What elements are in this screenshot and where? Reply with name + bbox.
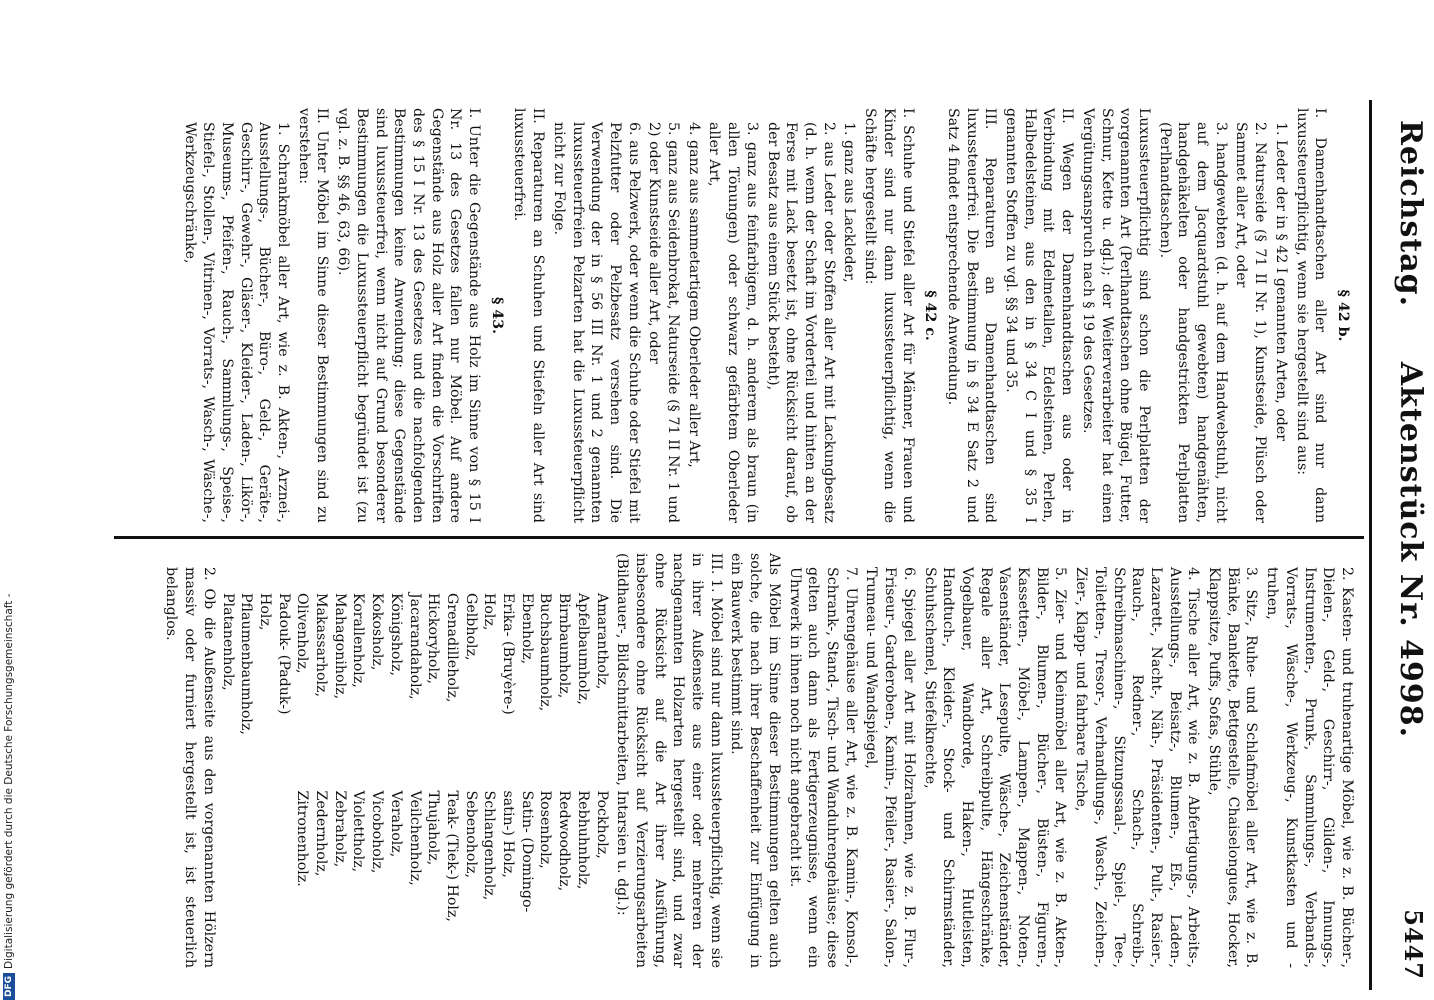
column-divider	[114, 536, 1364, 539]
wood-name: Violettholz,	[350, 790, 367, 873]
header-rule	[1369, 100, 1372, 990]
wood-name: Sebenoholz,	[462, 790, 479, 878]
wood-name: Mahagoniholz,	[331, 593, 348, 700]
header-title: Aktenstück Nr. 4998.	[1393, 361, 1428, 739]
paragraph: Als Möbel im Sinne dieser Bestimmungen gelten auch solche, die nach ihrer Beschaffenheit zur Einfügung in ein Bauwerk bestimmt sind.	[728, 553, 782, 968]
wood-name: Teak- (Tiek-) Holz,	[443, 790, 460, 922]
wood-name: Padouk- (Paduk-)	[275, 593, 292, 715]
wood-name: Rebhuhnholz,	[574, 790, 591, 890]
list-item: 3. Sitz-, Ruhe- und Schlafmöbel aller Art, wie z. B. Bänke, Bankette, Bettgestelle, Chaiselongues, Hocker, Klappsitze, Puffs, Sofas, Stühle,	[1206, 567, 1260, 968]
paragraph: II. Unter Möbel im Sinne dieser Bestimmungen sind zu verstehen:	[295, 108, 331, 523]
list-item: 2. Naturseide (§ 71 II Nr. 1), Kunstseide, Plüsch oder Sammet aller Art, oder	[1233, 122, 1269, 523]
right-column	[160, 553, 1356, 968]
list-item: 6. aus Pelzwerk, oder wenn die Schuhe oder Stiefel mit Pelzfutter oder Pelzbesatz versehen sind. Die Verwendung der in § 56 III Nr. 1 und 2 genannten luxussteuerfreien Pelzarten hat die Luxussteuerpflicht nicht zur Folge.	[550, 122, 642, 523]
section-heading: § 42 c.	[922, 290, 939, 341]
wood-name: Holz,	[481, 593, 498, 631]
wood-name: Buchsbaumholz,	[537, 593, 554, 712]
wood-list	[218, 553, 611, 968]
wood-name: Zedernholz,	[313, 790, 330, 877]
wood-name: Veraholz,	[387, 790, 404, 858]
paragraph: III. 1. Möbel sind nur dann luxussteuerpflichtig, wenn sie in ihrer Außenseite aus einer oder mehreren der nachgenannten Holzarten hergestellt sind, und zwar ohne Rücksicht auf die Art ihrer Ausführung, insbesondere ohne Rücksicht auf Verzierungsarbeiten (Bildhauer-, Bildschnittarbeiten, Intarsien u. dgl.):	[614, 553, 724, 968]
paragraph: II. Reparaturen an Schuhen und Stiefeln aller Art sind luxussteuerfrei.	[511, 108, 547, 523]
wood-name: Gelbholz,	[462, 593, 479, 661]
wood-name: Zebraholz,	[331, 790, 348, 868]
paragraph: III. Reparaturen an Damenhandtaschen sind luxussteuerfrei. Die Bestimmung in § 34 E Satz 2 und Satz 4 findet entsprechende Anwendung.	[944, 108, 999, 523]
wood-name: Satin- (Domingo-	[518, 790, 535, 913]
list-item: 1. Leder der in § 42 I genannten Arten, oder	[1272, 122, 1289, 442]
wood-list-column	[218, 593, 611, 771]
list-item: 4. Tische aller Art, wie z. B. Abfertigungs-, Arbeits-, Ausstellungs-, Beisatz-, Blumen-, Eß-, Laden-, Lazarett-, Nacht-, Näh-, Präsidenten-, Pult-, Rasier-, Rauch-, Redner-, Schach-, Schreib-, Schreibmaschinen-, Sitzungssaal-, Spiel-, Tee-, Toiletten-, Tresor-, Verhandlungs-, Wasch-, Zeichen-, Zier-, Klapp- und fahrbare Tische,	[1073, 567, 1202, 968]
wood-name: Ebenholz,	[518, 593, 535, 665]
wood-name: Birnbaumholz,	[556, 593, 573, 699]
footer-text: Digitalisierung gefördert durch die Deutsche Forschungsgemeinschaft -	[3, 593, 15, 969]
wood-name: Platanenholz,	[219, 593, 236, 691]
section-heading: § 43.	[488, 296, 505, 335]
paragraph: Luxussteuerpflichtig sind schon die Perlplatten der vorgenannten Art (Perlhandtaschen ohne Bügel, Futter, Schnur, Kette u. dgl.); der Weiterverarbeiter hat einen Vergütungsanspruch nach § 19 des Gesetzes.	[1079, 108, 1152, 523]
wood-name: Erika- (Bruyère-)	[500, 593, 517, 715]
wood-name: Olivenholz,	[294, 593, 311, 674]
dfg-logo: DFG	[3, 973, 15, 1000]
list-item: 7. Uhrengehäuse aller Art, wie z. B. Kamin-, Konsol-, Schrank-, Stand-, Tisch- und Wanduhrengehäuse; diese gelten auch dann als Fertigerzeugnisse, wenn ein Uhrwerk in ihnen noch nicht angebracht ist.	[786, 567, 859, 968]
list-item: 2. Ob die Außenseite aus den vorgenannten Hölzern massiv oder furniert hergestellt ist, ist steuerlich belanglos.	[163, 567, 217, 968]
wood-name: Hickoryholz,	[425, 593, 442, 684]
wood-name: Amarantholz,	[593, 593, 610, 690]
list-item: 2. aus Leder oder Stoffen aller Art mit Lackungbesatz (d. h. wenn der Schaft im Vorderteil und hinten an der Ferse mit Lack besetzt ist, ohne Rücksicht darauf, ob der Besatz aus einem Stück besteht),	[764, 122, 837, 523]
wood-name: Apfelbaumholz,	[574, 593, 591, 705]
list-item: 6. Spiegel aller Art mit Holzrahmen, wie z. B. Flur-, Friseur-, Garderoben-, Kamin-, Pfeiler-, Rasier-, Salon-, Trumeau- und Wandspiegel,	[863, 567, 917, 968]
wood-name: Pflaumenbaumholz,	[238, 593, 255, 735]
wood-name: Redwoodholz,	[556, 790, 573, 892]
paragraph: I. Schuhe und Stiefel aller Art für Männer, Frauen und Kinder sind nur dann luxussteuerpflichtig, wenn die Schäfte hergestellt sind:	[862, 108, 916, 523]
paragraph: II. Wegen der Damenhandtaschen aus oder in Verbindung mit Edelmetallen, Edelsteinen, Perlen, Halbedelsteinen, aus den in § 34 C I und § 35 I genannten Stoffen zu vgl. §§ 34 und 35.	[1003, 108, 1076, 523]
wood-name: Pockholz,	[593, 790, 610, 859]
left-column	[178, 108, 1356, 523]
list-item: 3. ganz aus feinfarbigem, d. h. anderem als braun (in allen Tönungen) oder schwarz gefärbtem Oberleder aller Art,	[706, 122, 760, 523]
wood-name: Kokosholz,	[369, 593, 386, 671]
wood-list-column	[218, 791, 611, 969]
list-item: 5. ganz aus Seidenbrokat, Naturseide (§ 71 II Nr. 1 und 2) oder Kunstseide aller Art, oder	[646, 122, 682, 523]
footer-credit	[0, 0, 18, 1000]
wood-name: satin-) Holz,	[500, 790, 517, 878]
wood-name: Vicoboholz,	[369, 790, 386, 874]
wood-name: Grenadilleholz,	[443, 593, 460, 703]
wood-name: Rosenholz,	[537, 790, 554, 869]
wood-name: Makassarholz,	[313, 593, 330, 698]
header-left: Reichstag.	[1393, 120, 1428, 308]
paragraph: I. Unter die Gegenstände aus Holz im Sinne von § 15 I Nr. 13 des Gesetzes fallen nur Möbel. Auf andere Gegenstände aus Holz aller Art finden die Vorschriften des § 15 I Nr. 13 des Gesetzes und die nachfolgenden Bestimmungen keine Anwendung; diese Gegenstände sind luxussteuerfrei, wenn nicht auf Grund besonderer Bestimmungen die Luxussteuerpflicht begründet ist (zu vgl. z. B. §§ 46, 63, 66).	[335, 108, 483, 523]
wood-name: Königsholz,	[387, 593, 404, 676]
list-item: 1. ganz aus Lackleder,	[841, 122, 858, 283]
list-item: 3. handgewebten (d. h. auf dem Handwebstuhl, nicht auf dem Jacquardstuhl gewebten) handgenähten, handgehäkelten oder handgestrickten Perlplatten (Perlhandtaschen).	[1156, 122, 1229, 523]
page-number: 5447	[1399, 909, 1428, 980]
list-item: 1. Schrankmöbel aller Art, wie z. B. Akten-, Arznei-, Ausstellungs-, Bücher-, Büro-, Geld-, Geräte-, Geschirr-, Gewehr-, Gläser-, Kleider-, Laden-, Likör-, Museums-, Pfeifen-, Rauch-, Sammlungs-, Speise-, Stiefel-, Stollen-, Vitrinen-, Vorrats-, Wasch-, Wäsche-, Werkzeugschränke,	[181, 122, 292, 523]
wood-name: Thujaholz,	[425, 790, 442, 866]
wood-name: Holz,	[256, 593, 273, 631]
page-header	[1388, 120, 1428, 980]
wood-name: Schlangenholz,	[481, 790, 498, 901]
wood-name: Korallenholz,	[350, 593, 367, 688]
wood-name: Jacarandaholz,	[406, 593, 423, 700]
list-item: 5. Zier- und Kleinmöbel aller Art, wie z. B. Akten-, Bilder-, Blumen-, Bücher-, Büsten-, Figuren-, Kassetten-, Möbel-, Lampen-, Mappen-, Noten-, Vasenständer, Lesepulte, Wäsche-, Zeichenständer, Regale aller Art, Schreibpulte, Hängeschränke, Vogelbauer, Wandborde, Haken-, Hutleisten, Handtuch-, Kleider-, Stock- und Schirmständer, Schuhschemel, Stiefelknechte,	[921, 567, 1069, 968]
paragraph: I. Damenhandtaschen aller Art sind nur dann luxussteuerpflichtig, wenn sie hergestellt sind aus:	[1293, 108, 1329, 523]
wood-name: Zitronenholz.	[294, 790, 311, 887]
wood-name: Veilchenholz,	[406, 790, 423, 886]
list-item: 2. Kasten- und truhenartige Möbel, wie z. B. Bücher-, Dielen-, Geld-, Geschirr-, Gilden-, Innungs-, Instrumenten-, Prunk-, Sammlungs-, Verbands-, Vorrats-, Wäsche-, Werkzeug-, Kunstkasten und -truhen,	[1264, 567, 1355, 968]
list-item: 4. ganz aus sammetartigem Oberleder aller Art,	[685, 122, 702, 468]
section-heading: § 42 b.	[1335, 289, 1351, 342]
